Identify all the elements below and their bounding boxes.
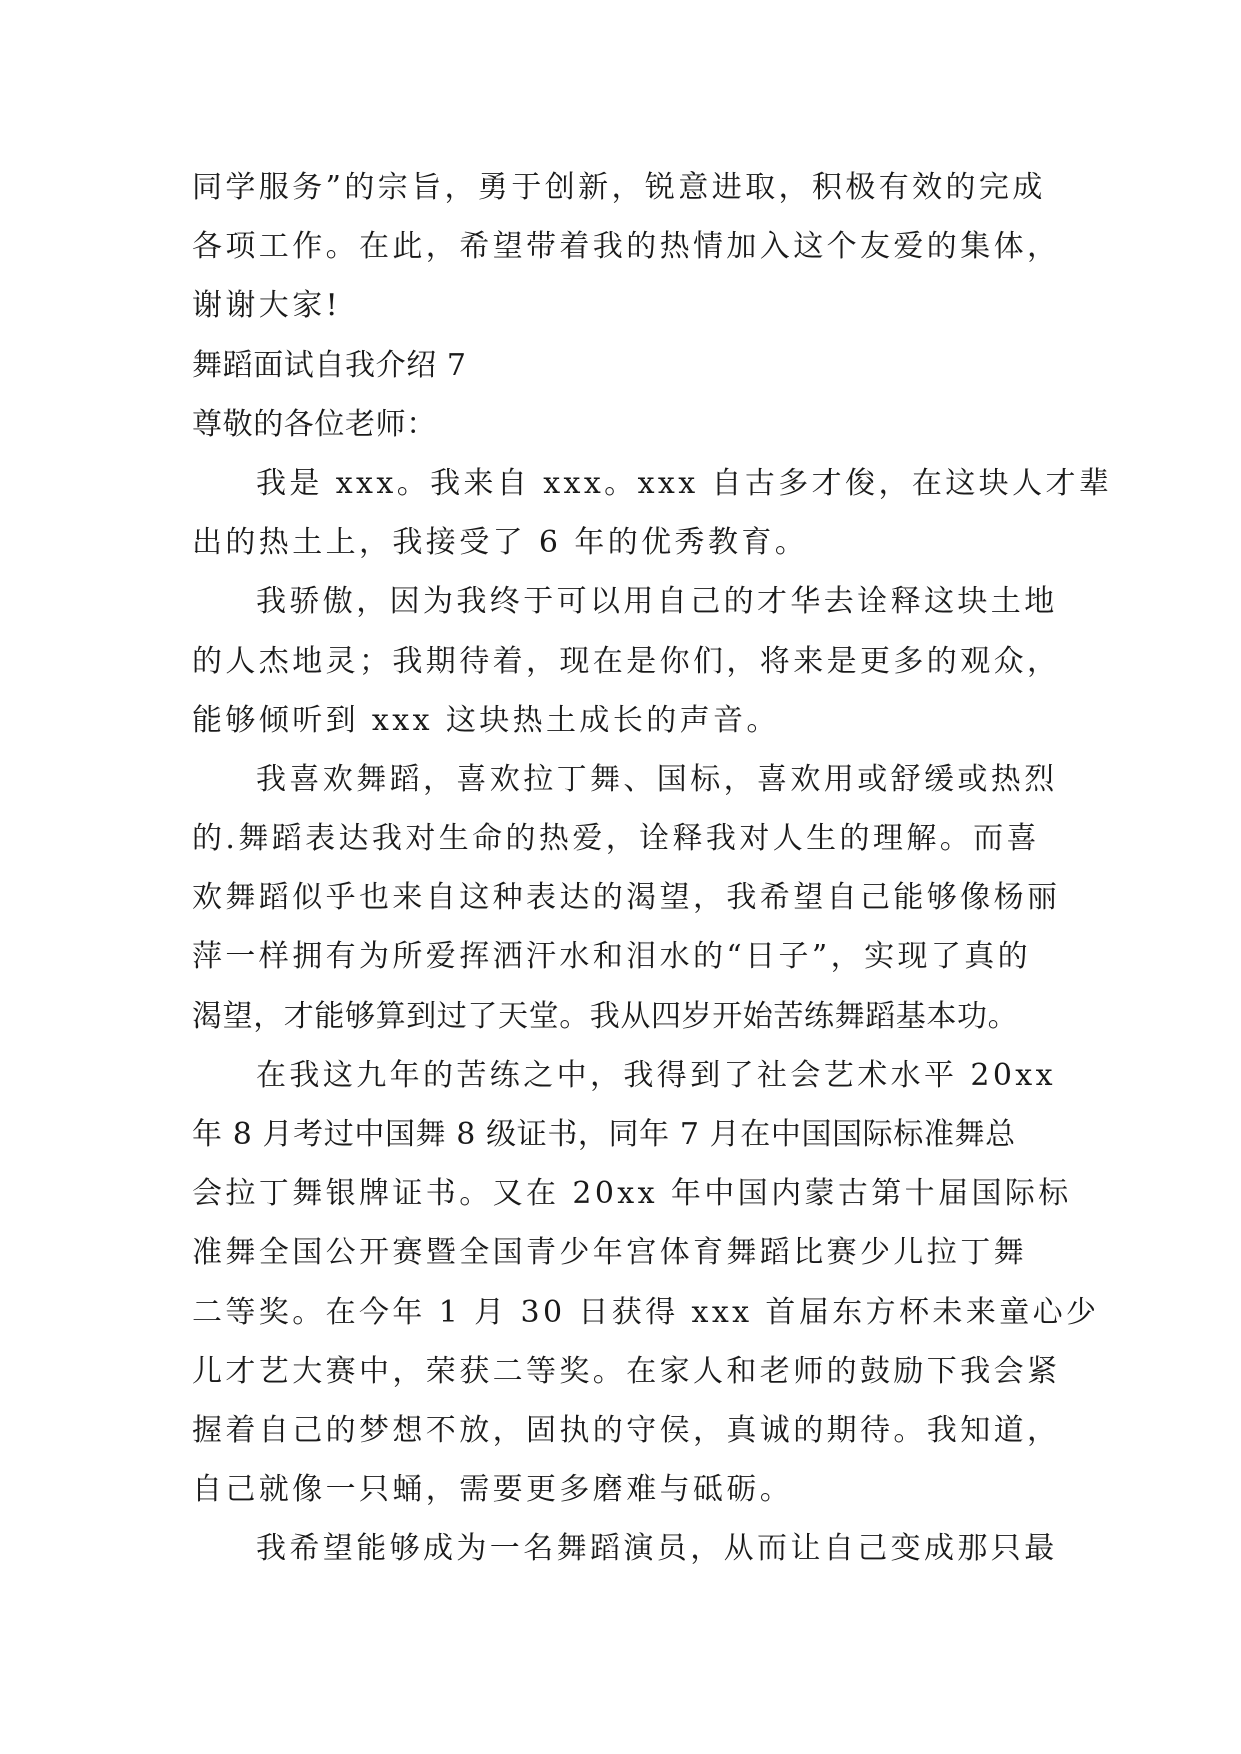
paragraph-first-line: 我骄傲，因为我终于可以用自己的才华去诠释这块土地 [256,584,1058,620]
text-line: 儿才艺大赛中，荣获二等奖。在家人和老师的鼓励下我会紧 [192,1353,1061,1389]
text-line: 能够倾听到 xxx 这块热土成长的声音。 [192,702,780,738]
text-line: 自己就像一只蛹，需要更多磨难与砥砺。 [192,1472,794,1508]
text-line: 的人杰地灵；我期待着，现在是你们，将来是更多的观众， [192,643,1061,679]
text-line: 出的热土上，我接受了 6 年的优秀教育。 [192,525,809,561]
text-line: 的.舞蹈表达我对生命的热爱，诠释我对人生的理解。而喜 [192,821,1040,857]
text-line: 二等奖。在今年 1 月 30 日获得 xxx 首届东方杯未来童心少 [192,1294,1100,1330]
text-line: 同学服务”的宗旨，勇于创新，锐意进取，积极有效的完成 [192,170,1046,205]
text-line: 欢舞蹈似乎也来自这种表达的渴望，我希望自己能够像杨丽 [192,880,1061,916]
text-line: 萍一样拥有为所爱挥洒汗水和泪水的“日子”，实现了真的 [192,939,1032,975]
document-body [192,158,1113,1579]
paragraph-first-line: 在我这九年的苦练之中，我得到了社会艺术水平 20xx [256,1057,1056,1093]
text-line: 会拉丁舞银牌证书。又在 20xx 年中国内蒙古第十届国际标 [192,1176,1072,1212]
paragraph-first-line: 我喜欢舞蹈，喜欢拉丁舞、国标，喜欢用或舒缓或热烈 [256,761,1058,797]
text-line: 握着自己的梦想不放，固执的守侯，真诚的期待。我知道， [192,1412,1061,1448]
text-line: 尊敬的各位老师： [192,406,437,442]
paragraph-first-line: 我是 xxx。我来自 xxx。xxx 自古多才俊，在这块人才辈 [256,465,1113,501]
text-line: 舞蹈面试自我介绍 7 [192,347,467,383]
text-line: 准舞全国公开赛暨全国青少年宫体育舞蹈比赛少儿拉丁舞 [192,1235,1027,1271]
text-line: 各项工作。在此，希望带着我的热情加入这个友爱的集体， [192,229,1061,265]
text-line: 渴望，才能够算到过了天堂。我从四岁开始苦练舞蹈基本功。 [192,998,1019,1034]
text-line: 年 8 月考过中国舞 8 级证书，同年 7 月在中国国际标准舞总 [192,1117,1016,1152]
text-line: 谢谢大家! [192,288,342,324]
paragraph-first-line: 我希望能够成为一名舞蹈演员，从而让自己变成那只最 [256,1531,1058,1567]
